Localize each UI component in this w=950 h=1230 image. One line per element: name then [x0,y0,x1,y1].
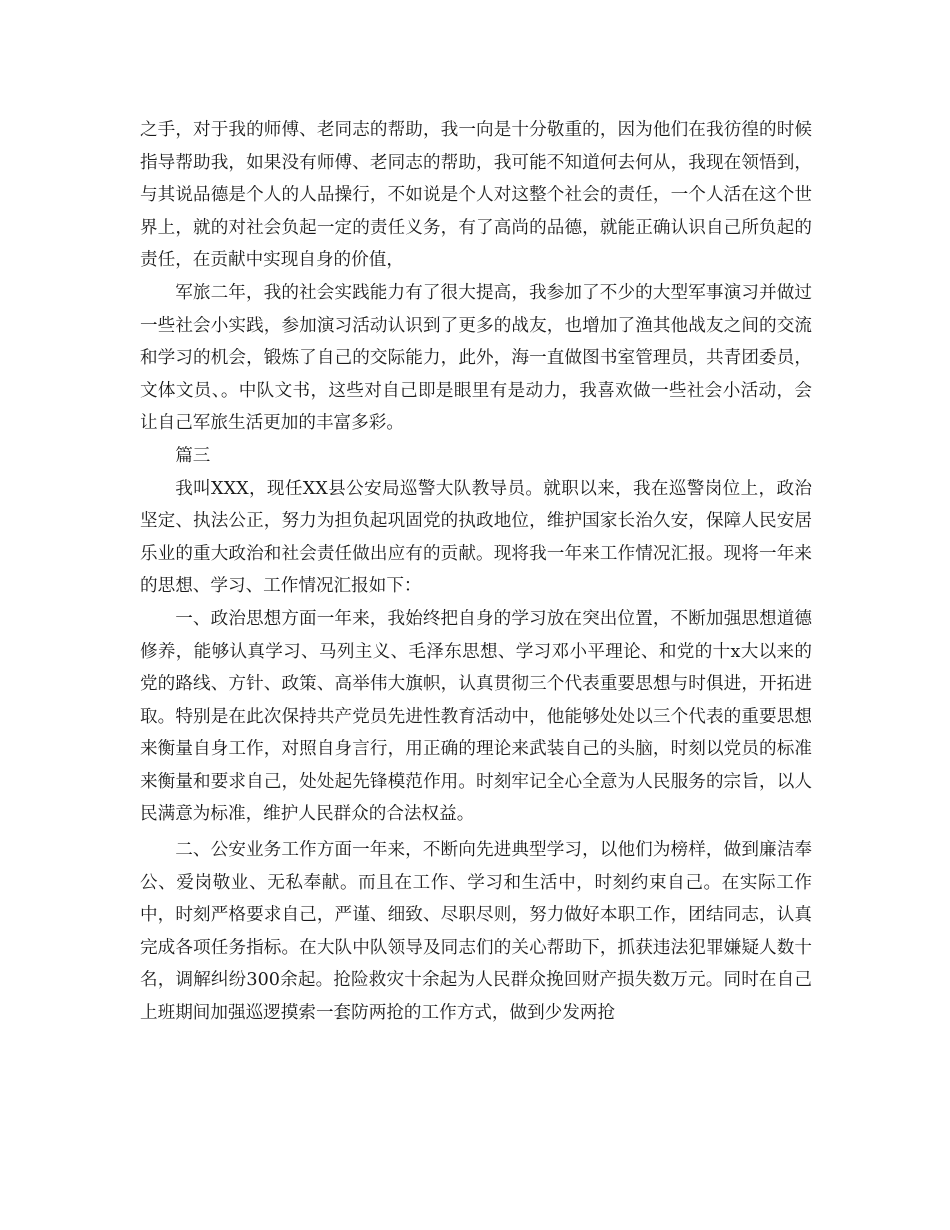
paragraph-military-practice: 军旅二年，我的社会实践能力有了很大提高，我参加了不少的大型军事演习并做过一些社会小实践，参加演习活动认识到了更多的战友，也增加了渔其他战友之间的交流和学习的机会，锻炼了自己的交际能力，此外，海一直做图书室管理员，共青团委员，文体文员、。中队文书，这些对自己即是眼里有是动力，我喜欢做一些社会小活动，会让自己军旅生活更加的丰富多彩。 [140,282,812,434]
paragraph-introduction: 我叫XXX，现任XX县公安局巡警大队教导员。就职以来，我在巡警岗位上，政治坚定、执法公正，努力为担负起巩固党的执政地位，维护国家长治久安，保障人民安居乐业的重大政治和社会责任做出应有的贡献。现将我一年来工作情况汇报。现将一年来的思想、学习、工作情况汇报如下： [140,478,812,597]
document-body [140,114,812,1030]
paragraph-police-work: 二、公安业务工作方面一年来，不断向先进典型学习，以他们为榜样，做到廉洁奉公、爱岗敬业、无私奉献。而且在工作、学习和生活中，时刻约束自己。在实际工作中，时刻严格要求自己，严谨、细致、尽职尽则，努力做好本职工作，团结同志，认真完成各项任务指标。在大队中队领导及同志们的关心帮助下，抓获违法犯罪嫌疑人数十名，调解纠纷300余起。抢险救灾十余起为人民群众挽回财产损失数万元。同时在自己上班期间加强巡逻摸索一套防两抢的工作方式，做到少发两抢 [140,840,812,1024]
paragraph-political-thought: 一、政治思想方面一年来，我始终把自身的学习放在突出位置，不断加强思想道德修养，能够认真学习、马列主义、毛泽东思想、学习邓小平理论、和党的十x大以来的党的路线、方针、政策、高举伟大旗帜，认真贯彻三个代表重要思想与时俱进，开拓进取。特别是在此次保持共产党员先进性教育活动中，他能够处处以三个代表的重要思想来衡量自身工作，对照自身言行，用正确的理论来武装自己的头脑，时刻以党员的标准来衡量和要求自己，处处起先锋模范作用。时刻牢记全心全意为人民服务的宗旨，以人民满意为标准，维护人民群众的合法权益。 [140,608,812,825]
paragraph-continuation: 之手，对于我的师傅、老同志的帮助，我一向是十分敬重的，因为他们在我彷徨的时候指导帮助我，如果没有师傅、老同志的帮助，我可能不知道何去何从，我现在领悟到，与其说品德是个人的人品操行，不如说是个人对这整个社会的责任，一个人活在这个世界上，就的对社会负起一定的责任义务，有了高尚的品德，就能正确认识自己所负起的责任，在贡献中实现自身的价值， [140,120,812,271]
section-heading-part-three: 篇三 [175,445,211,466]
